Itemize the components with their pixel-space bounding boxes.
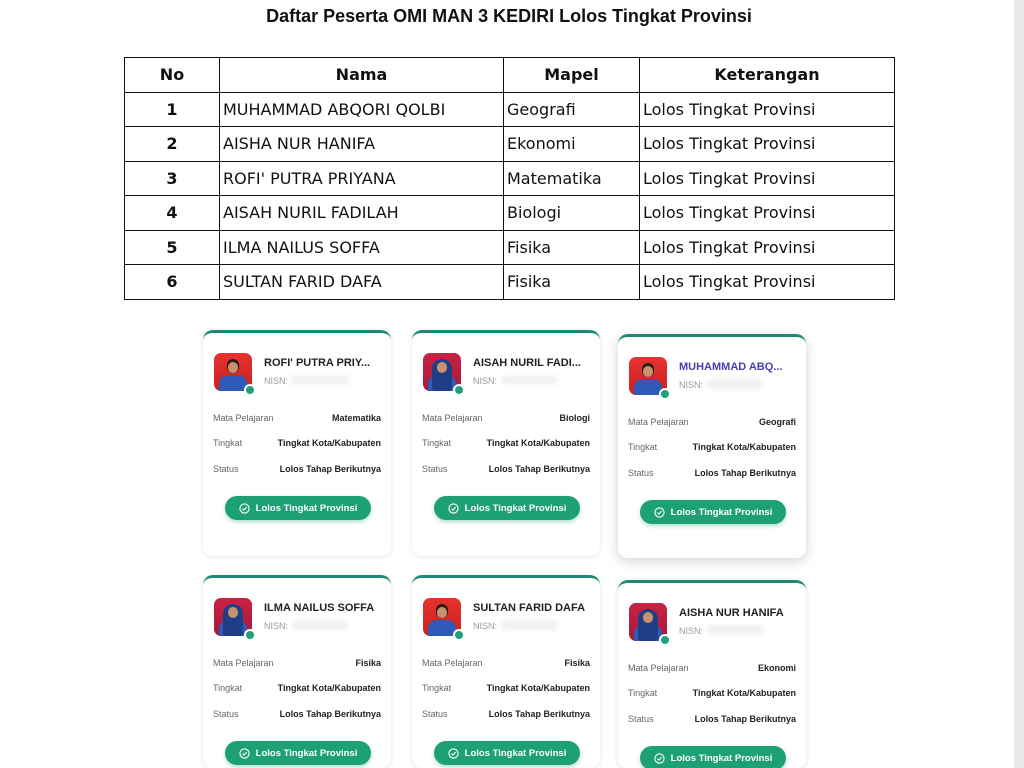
status-dot-icon [659, 634, 671, 646]
table-row [125, 265, 895, 300]
check-circle-icon [654, 753, 665, 764]
status-label: Status [213, 709, 239, 719]
nisn-redacted [500, 620, 558, 630]
cell-nama: AISAH NURIL FADILAH [220, 196, 504, 231]
button-label: Lolos Tingkat Provinsi [670, 506, 773, 518]
cell-keterangan: Lolos Tingkat Provinsi [640, 230, 895, 265]
cell-keterangan: Lolos Tingkat Provinsi [640, 196, 895, 231]
subject-value: Biologi [559, 413, 590, 423]
lolos-provinsi-button[interactable] [434, 741, 580, 765]
level-label: Tingkat [213, 438, 243, 448]
status-value: Lolos Tahap Berikutnya [279, 709, 381, 719]
button-label: Lolos Tingkat Provinsi [255, 502, 358, 514]
subject-label: Mata Pelajaran [213, 658, 274, 668]
cell-keterangan: Lolos Tingkat Provinsi [640, 265, 895, 300]
participant-card[interactable] [618, 334, 806, 558]
nisn-redacted [291, 375, 349, 385]
check-circle-icon [448, 503, 459, 514]
card-name: ROFI' PUTRA PRIY... [264, 357, 371, 369]
status-row [213, 464, 381, 474]
subject-row [213, 413, 381, 423]
cell-mapel: Fisika [504, 265, 640, 300]
status-value: Lolos Tahap Berikutnya [694, 468, 796, 478]
table-row [125, 161, 895, 196]
nisn-redacted [500, 375, 558, 385]
card-name[interactable]: MUHAMMAD ABQ... [679, 361, 783, 373]
status-value: Lolos Tahap Berikutnya [488, 709, 590, 719]
status-value: Lolos Tahap Berikutnya [279, 464, 381, 474]
level-row [213, 683, 381, 693]
button-label: Lolos Tingkat Provinsi [255, 747, 358, 759]
header-keterangan: Keterangan [640, 58, 895, 93]
button-label: Lolos Tingkat Provinsi [670, 752, 773, 764]
button-label: Lolos Tingkat Provinsi [464, 747, 567, 759]
page-title: Daftar Peserta OMI MAN 3 KEDIRI Lolos Tingkat Provinsi [266, 6, 752, 26]
level-value: Tingkat Kota/Kabupaten [277, 683, 381, 693]
status-dot-icon [244, 384, 256, 396]
level-row [628, 688, 796, 698]
status-label: Status [213, 464, 239, 474]
check-circle-icon [239, 748, 250, 759]
nisn-redacted [706, 625, 764, 635]
card-name: AISAH NURIL FADI... [473, 357, 581, 369]
status-label: Status [628, 714, 654, 724]
status-row [628, 468, 796, 478]
level-value: Tingkat Kota/Kabupaten [692, 442, 796, 452]
cell-no: 4 [125, 196, 220, 231]
level-value: Tingkat Kota/Kabupaten [486, 438, 590, 448]
status-dot-icon [453, 629, 465, 641]
subject-value: Matematika [331, 413, 381, 423]
level-row [213, 438, 381, 448]
subject-value: Geografi [758, 417, 796, 427]
level-row [422, 683, 590, 693]
status-row [422, 464, 590, 474]
cell-keterangan: Lolos Tingkat Provinsi [640, 161, 895, 196]
status-label: Status [422, 464, 448, 474]
subject-value: Fisika [564, 658, 590, 668]
subject-value: Ekonomi [757, 663, 796, 673]
table-row [125, 92, 895, 127]
cell-nama: ROFI' PUTRA PRIYANA [220, 161, 504, 196]
subject-label: Mata Pelajaran [422, 658, 483, 668]
lolos-provinsi-button[interactable] [640, 746, 786, 768]
nisn-redacted [291, 620, 349, 630]
cell-nama: AISHA NUR HANIFA [220, 127, 504, 162]
cell-mapel: Geografi [504, 92, 640, 127]
participant-card[interactable] [618, 580, 806, 768]
page-edge [1014, 0, 1024, 768]
subject-row [628, 663, 796, 673]
status-row [213, 709, 381, 719]
subject-label: Mata Pelajaran [628, 663, 689, 673]
subject-value: Fisika [355, 658, 381, 668]
level-label: Tingkat [628, 688, 658, 698]
level-value: Tingkat Kota/Kabupaten [277, 438, 381, 448]
status-dot-icon [244, 629, 256, 641]
cell-nama: SULTAN FARID DAFA [220, 265, 504, 300]
cell-no: 6 [125, 265, 220, 300]
table-row [125, 127, 895, 162]
card-name: SULTAN FARID DAFA [473, 602, 586, 614]
lolos-provinsi-button[interactable] [225, 496, 371, 520]
cell-mapel: Ekonomi [504, 127, 640, 162]
cell-no: 3 [125, 161, 220, 196]
nisn-label: NISN: [264, 376, 289, 386]
check-circle-icon [448, 748, 459, 759]
level-row [628, 442, 796, 452]
status-value: Lolos Tahap Berikutnya [488, 464, 590, 474]
cell-mapel: Matematika [504, 161, 640, 196]
header-no: No [125, 58, 220, 93]
cell-no: 2 [125, 127, 220, 162]
level-label: Tingkat [628, 442, 658, 452]
cell-no: 5 [125, 230, 220, 265]
status-dot-icon [453, 384, 465, 396]
subject-row [213, 658, 381, 668]
cell-nama: MUHAMMAD ABQORI QOLBI [220, 92, 504, 127]
card-name: ILMA NAILUS SOFFA [264, 602, 375, 614]
lolos-provinsi-button[interactable] [434, 496, 580, 520]
subject-label: Mata Pelajaran [213, 413, 274, 423]
header-mapel: Mapel [504, 58, 640, 93]
nisn-label: NISN: [473, 376, 498, 386]
nisn-label: NISN: [679, 626, 704, 636]
cell-keterangan: Lolos Tingkat Provinsi [640, 127, 895, 162]
table-row [125, 196, 895, 231]
level-label: Tingkat [213, 683, 243, 693]
button-label: Lolos Tingkat Provinsi [464, 502, 567, 514]
subject-row [422, 658, 590, 668]
nisn-label: NISN: [473, 621, 498, 631]
status-dot-icon [659, 388, 671, 400]
participants-table [124, 57, 895, 300]
status-row [628, 714, 796, 724]
participant-card[interactable] [203, 330, 391, 556]
level-value: Tingkat Kota/Kabupaten [692, 688, 796, 698]
cell-nama: ILMA NAILUS SOFFA [220, 230, 504, 265]
level-label: Tingkat [422, 683, 452, 693]
nisn-redacted [706, 379, 764, 389]
status-value: Lolos Tahap Berikutnya [694, 714, 796, 724]
cell-mapel: Fisika [504, 230, 640, 265]
check-circle-icon [239, 503, 250, 514]
lolos-provinsi-button[interactable] [640, 500, 786, 524]
level-label: Tingkat [422, 438, 452, 448]
participant-card[interactable] [412, 575, 600, 768]
status-row [422, 709, 590, 719]
header-nama: Nama [220, 58, 504, 93]
cell-no: 1 [125, 92, 220, 127]
nisn-label: NISN: [679, 380, 704, 390]
participant-card[interactable] [203, 575, 391, 768]
table-header-row [125, 58, 895, 93]
level-row [422, 438, 590, 448]
card-name: AISHA NUR HANIFA [679, 607, 784, 619]
nisn-label: NISN: [264, 621, 289, 631]
status-label: Status [422, 709, 448, 719]
check-circle-icon [654, 507, 665, 518]
participant-card[interactable] [412, 330, 600, 556]
subject-row [628, 417, 796, 427]
level-value: Tingkat Kota/Kabupaten [486, 683, 590, 693]
subject-row [422, 413, 590, 423]
subject-label: Mata Pelajaran [422, 413, 483, 423]
lolos-provinsi-button[interactable] [225, 741, 371, 765]
cell-keterangan: Lolos Tingkat Provinsi [640, 92, 895, 127]
table-row [125, 230, 895, 265]
status-label: Status [628, 468, 654, 478]
subject-label: Mata Pelajaran [628, 417, 689, 427]
cell-mapel: Biologi [504, 196, 640, 231]
